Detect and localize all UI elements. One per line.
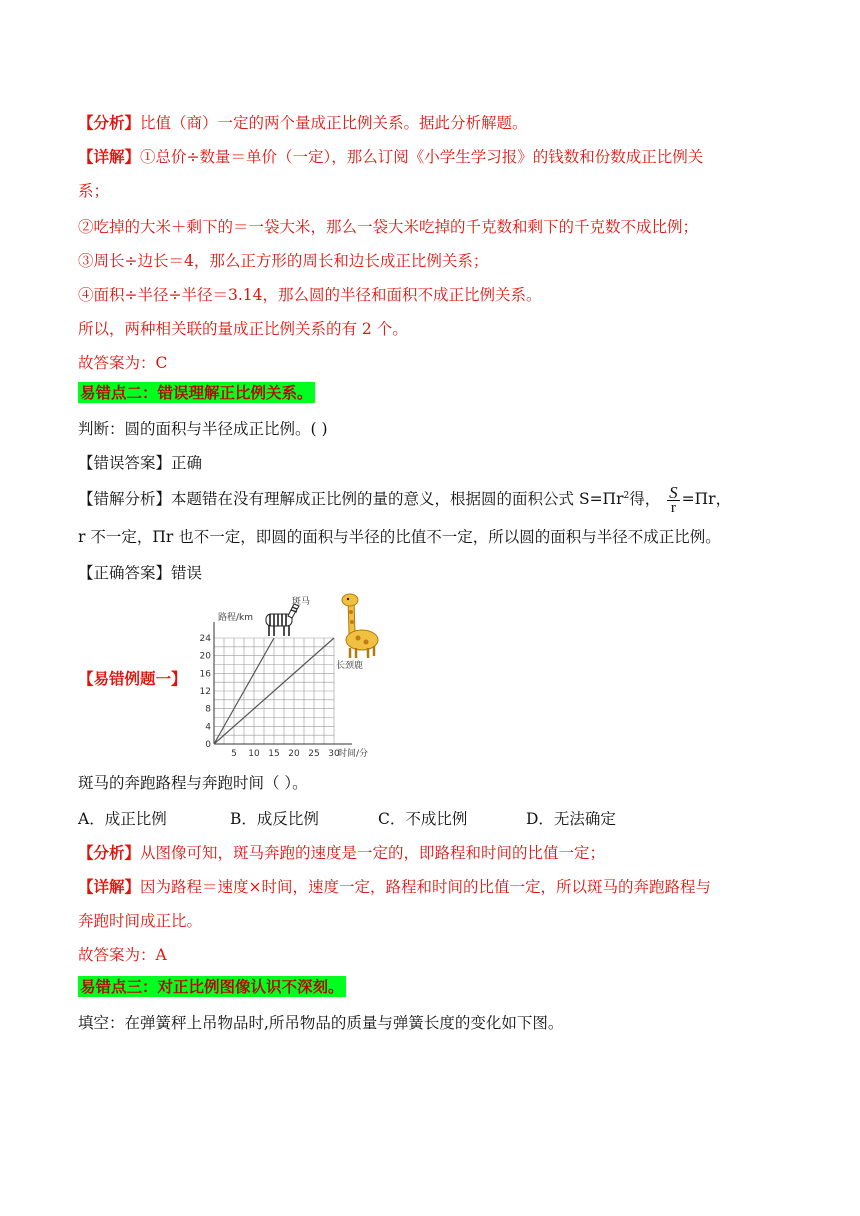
x-tick-label: 20 bbox=[288, 749, 300, 759]
wrong-analysis-line-1: 【错解分析】本题错在没有理解成正比例的量的意义，根据圆的面积公式 $S=\Pi r^2$得， $\frac{S}{r}$ =Πr， bbox=[78, 482, 732, 516]
y-tick-label: 12 bbox=[199, 687, 211, 697]
analysis-label: 【分析】 bbox=[78, 113, 141, 132]
distance-time-chart bbox=[200, 592, 390, 762]
detail-1-line-1b: 系； bbox=[78, 182, 110, 200]
x-tick-label: 15 bbox=[268, 749, 280, 759]
y-tick-label: 16 bbox=[199, 669, 211, 680]
pitfall-3-heading bbox=[78, 976, 346, 998]
detail-1-line-5: 所以，两种相关联的量成正比例关系的有 2 个。 bbox=[78, 320, 408, 338]
x-tick-label: 25 bbox=[308, 749, 320, 759]
detail-label: 【详解】 bbox=[78, 147, 141, 166]
option-b[interactable]: B．成反比例 bbox=[230, 810, 319, 828]
detail-2-line-1: 【详解】因为路程＝速度×时间，速度一定，路程和时间的比值一定，所以斑马的奔跑路程与 bbox=[78, 877, 712, 896]
x-tick-label: 30 bbox=[328, 749, 340, 759]
chart-svg bbox=[200, 592, 390, 762]
zebra-label: 斑马 bbox=[292, 597, 311, 607]
detail-1-line-4: ④面积÷半径÷半径＝3.14，那么圆的半径和面积不成正比例关系。 bbox=[78, 286, 542, 304]
chart-ticks bbox=[200, 634, 340, 759]
zebra-image bbox=[266, 604, 299, 636]
detail-1-line-3: ③周长÷边长＝4，那么正方形的周长和边长成正比例关系； bbox=[78, 252, 489, 270]
pitfall-2-highlight: 易错点二：错误理解正比例关系。 bbox=[80, 383, 313, 402]
y-tick-label: 0 bbox=[205, 740, 211, 750]
x-tick-label: 5 bbox=[231, 749, 237, 759]
y-tick-label: 24 bbox=[199, 634, 211, 644]
analysis-1 bbox=[78, 112, 528, 134]
fraction-s-over-r: $\frac{S}{r}$ bbox=[669, 482, 678, 516]
answer-1: 故答案为：C bbox=[78, 354, 168, 372]
analysis-2: 【分析】从图像可知，斑马奔跑的速度是一定的，即路程和时间的比值一定； bbox=[78, 843, 606, 862]
example-1-label: 【易错例题一】 bbox=[78, 669, 187, 688]
option-a[interactable]: A．成正比例 bbox=[78, 810, 167, 828]
answer-2: 故答案为：A bbox=[78, 946, 167, 964]
giraffe-image bbox=[342, 594, 378, 658]
correct-answer: 【正确答案】错误 bbox=[78, 564, 203, 582]
option-c[interactable]: C．不成比例 bbox=[378, 810, 468, 828]
y-axis-label: 路程/km bbox=[218, 613, 254, 623]
pitfall-2-heading bbox=[78, 382, 315, 404]
giraffe-label: 长颈鹿 bbox=[336, 661, 364, 671]
option-d[interactable]: D．无法确定 bbox=[526, 810, 616, 828]
x-tick-label: 10 bbox=[248, 749, 260, 759]
question: 斑马的奔跑路程与奔跑时间（ ）。 bbox=[78, 774, 308, 792]
x-axis-label: 时间/分 bbox=[338, 749, 369, 759]
fill-question: 填空：在弹簧秤上吊物品时,所吊物品的质量与弹簧长度的变化如下图。 bbox=[78, 1014, 564, 1032]
detail-1-line-2: ②吃掉的大米＋剩下的＝一袋大米，那么一袋大米吃掉的千克数和剩下的千克数不成比例； bbox=[78, 218, 699, 236]
wrong-analysis-line-2: r 不一定，Πr 也不一定，即圆的面积与半径的比值不一定，所以圆的面积与半径不成正比例。 bbox=[78, 528, 721, 546]
y-tick-label: 4 bbox=[205, 722, 211, 733]
y-tick-label: 8 bbox=[205, 704, 211, 715]
analysis-text: 比值（商）一定的两个量成正比例关系。据此分析解题。 bbox=[140, 114, 528, 132]
detail-1-line-1: 【详解】①总价÷数量＝单价（一定），那么订阅《小学生学习报》的钱数和份数成正比例关 bbox=[78, 147, 704, 166]
detail-2-line-2: 奔跑时间成正比。 bbox=[78, 912, 203, 930]
options bbox=[78, 808, 616, 830]
y-tick-label: 20 bbox=[199, 651, 211, 662]
pitfall-3-highlight: 易错点三：对正比例图像认识不深刻。 bbox=[80, 977, 344, 996]
judge-question: 判断：圆的面积与半径成正比例。( ) bbox=[78, 420, 328, 438]
wrong-answer: 【错误答案】正确 bbox=[78, 454, 203, 472]
